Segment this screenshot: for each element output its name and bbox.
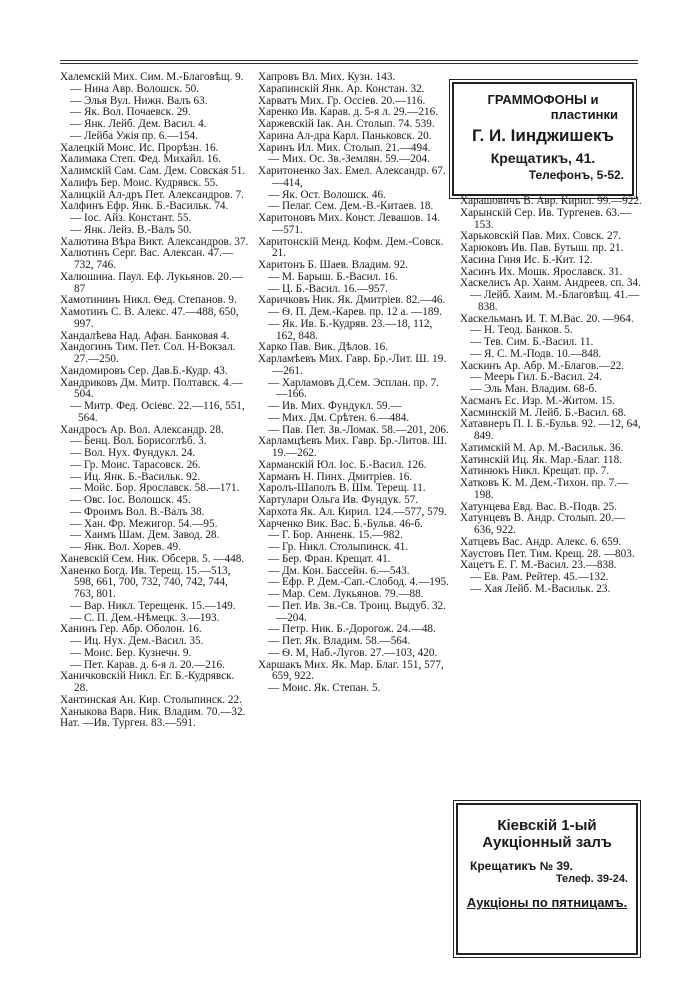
directory-entry: — Моис. Як. Степан. 5. [268, 682, 381, 694]
directory-entry: — Иц. Нух. Дем.-Васил. 35. [70, 635, 204, 647]
directory-entry: Хаскелисъ Ар. Хаим. Андреев. сп. 34. [460, 277, 641, 290]
directory-entry: — Хая Лейб. М.-Васильк. 23. [470, 582, 611, 595]
directory-entry: — Ефр. Р. Дем.-Сап.-Слобод. 4.—195. [268, 576, 449, 589]
directory-entry: Хатунцевъ В. Андр. Столып. 20.—636, 922. [460, 512, 625, 536]
directory-entry: — Г. Бор. Анненк. 15.—982. [268, 529, 403, 542]
directory-entry: Ханичковскій Никл. Ег. Б.-Кудрявск. 28. [60, 670, 235, 694]
directory-entry: Харламѣевъ Мих. Гавр. Бр.-Лит. Ш. 19.—261. [258, 353, 447, 377]
directory-entry: Хасманъ Ес. Изр. М.-Житом. 15. [460, 394, 615, 407]
directory-entry: — Мар. Сем. Лукьянов. 79.—88. [268, 588, 424, 600]
directory-entry: — Янк. Лейб. Дем. Васил. 4. [70, 118, 207, 130]
directory-column-3 [460, 196, 642, 596]
directory-entry: Харитонскій Менд. Кофм. Дем.-Совск. 21. [258, 235, 444, 260]
directory-entry: Халютинъ Серг. Вас. Алексан. 47.—732, 746. [60, 247, 234, 271]
directory-entry: — Моис. Бер. Кузнечн. 9. [70, 646, 192, 659]
directory-entry: — Янк. Лейз. В.-Валъ 50. [70, 223, 192, 236]
directory-entry: Ханенко Богд. Ив. Терещ. 15.—513, 598, 661, 700, 732, 740, 742, 744, 763, 801. [60, 564, 231, 600]
directory-entry: — Дм. Кон. Бассейн. 6.—543. [268, 564, 410, 577]
ad-auction-address: Крещатикъ № 39. [470, 859, 574, 873]
directory-entry: Харолъ-Шаполъ В. Шм. Терещ. 11. [258, 482, 426, 495]
directory-entry: — Митр. Фед. Осіевс. 22.—116, 551, 564. [70, 400, 245, 424]
ad-auction-schedule: Аукціоны по пятницамъ. [466, 895, 628, 910]
directory-entry: Харитоновъ Мих. Конст. Левашов. 14.—571. [258, 212, 440, 236]
directory-entry: Хантинская Ан. Кир. Столыпинск. 22. [60, 693, 242, 706]
ad-subline: пластинки [550, 107, 618, 122]
directory-entry: Нат. —Ив. Турген. 83.—591. [60, 717, 196, 730]
directory-entry: — Як. Вол. Почаевск. 29. [70, 106, 191, 119]
directory-entry: Хандалѣева Над. Афан. Банковая 4. [60, 329, 230, 342]
directory-column-1 [60, 72, 250, 730]
directory-entry: — С. П. Дем.-Нѣмецк. 3.—193. [70, 611, 220, 624]
directory-entry: Харина Ал-дра Карл. Паньковск. 20. [258, 129, 432, 142]
directory-entry: Хапровъ Вл. Мих. Кузн. 143. [258, 71, 396, 83]
directory-entry: Хандросъ Ар. Вол. Александр. 28. [60, 423, 224, 436]
directory-entry: Хатковъ К. М. Дем.-Тихон. пр. 7.—198. [460, 477, 629, 501]
directory-entry: — Вар. Никл. Терещенк. 15.—149. [70, 599, 236, 612]
directory-entry: — Бенц. Вол. Борисоглѣб. 3. [70, 435, 207, 448]
directory-entry: Халецкій Моис. Ис. Прорѣзн. 16. [60, 141, 219, 154]
directory-entry: Харченко Вик. Вас. Б.-Бульв. 46-б. [258, 517, 423, 530]
directory-entry: Хартулари Ольга Ив. Фундук. 57. [258, 494, 419, 506]
directory-entry: Халимскій Сам. Сам. Дем. Совская 51. [60, 165, 246, 177]
directory-entry: Харинъ Ил. Мих. Столып. 21.—494. [258, 141, 431, 154]
directory-entry: — Іос. Айз. Констант. 55. [70, 212, 192, 224]
directory-entry: Харманъ Н. Пинх. Дмитріев. 16. [258, 470, 413, 483]
directory-entry: Хандриковъ Дм. Митр. Полтавск. 4.—504. [60, 376, 243, 401]
directory-entry: — Мих. Дм. Срѣтен. 6.—484. [268, 411, 410, 424]
directory-entry: Харманскій Юл. Іос. Б.-Васил. 126. [258, 458, 427, 471]
directory-entry: Харичковъ Ник. Як. Дмитріев. 82.—46. [258, 294, 446, 307]
directory-entry: Ханинъ Гер. Абр. Оболон. 16. [60, 623, 202, 636]
directory-entry: Халфинъ Ефр. Янк. Б.-Васильк. 74. [60, 200, 229, 213]
directory-entry: — Овс. Іос. Волошск. 45. [70, 494, 191, 506]
directory-entry: — Бер. Фран. Крещат. 41. [268, 552, 391, 565]
directory-entry: Хацетъ Е. Г. М.-Васил. 23.—838. [460, 559, 617, 572]
directory-entry: — Ѳ. П. Дем.-Карев. пр. 12 а. —189. [268, 306, 442, 318]
directory-entry: — Элья Вул. Нижн. Валъ 63. [70, 94, 208, 107]
directory-entry: — Фроимъ Вол. В.-Валъ 38. [70, 505, 205, 518]
directory-entry: Халемскій Мих. Сим. М.-Благовѣщ. 9. [60, 71, 244, 83]
directory-entry: — Пет. Ив. Зв.-Св. Троиц. Выдуб. 32.—204. [268, 599, 446, 624]
directory-entry: Харюковъ Ив. Пав. Бутыш. пр. 21. [460, 242, 624, 254]
directory-entry: Халюшина. Паул. Еф. Лукьянов. 20.—87 [60, 270, 243, 295]
directory-entry: Хатцевъ Вас. Андр. Алекс. 6. 659. [460, 535, 622, 548]
ad-merchant-name: Г. И. Іинджишекъ [472, 126, 614, 145]
directory-entry: — Пав. Пет. Зв.-Ломак. 58.—201, 206. [268, 423, 449, 436]
directory-entry: — Харламовъ Д.Сем. Эсплан. пр. 7.—166. [268, 376, 439, 401]
directory-entry: — Як. Ив. Б.-Кудряв. 23.—18, 112, 162, 848. [268, 317, 433, 342]
directory-entry: Харитонъ Б. Шаев. Владим. 92. [258, 259, 408, 271]
directory-entry: — Мойс. Бор. Ярославск. 58.—171. [70, 482, 240, 495]
directory-entry: — Н. Теод. Банков. 5. [470, 324, 573, 337]
ad-address: Крещатикъ, 41. [490, 150, 596, 166]
directory-entry: — Гр. Никл. Столыпинск. 41. [268, 541, 409, 553]
directory-entry: Харжевскій Іак. Ан. Столып. 74. 539. [258, 118, 435, 130]
directory-entry: Харынскій Сер. Ив. Тургенев. 63.—153. [460, 206, 632, 231]
ad-auction-title: Кіевскій 1-ый [497, 817, 597, 834]
directory-entry: Хандомировъ Сер. Дав.Б.-Кудр. 43. [60, 364, 228, 377]
directory-entry: Харватъ Мих. Гр. Оссіев. 20.—116. [258, 94, 426, 107]
ad-headline: ГРАММОФОНЫ и [487, 92, 599, 107]
directory-entry: — Тев. Сим. Б.-Васил. 11. [470, 336, 594, 348]
directory-entry: — Як. Ост. Волошск. 46. [268, 188, 386, 201]
directory-entry: Ханевскій Сем. Ник. Обсерв. 5. —448. [60, 552, 245, 565]
directory-entry: Хаскинъ Ар. Абр. М.-Благов.—22. [460, 359, 625, 372]
directory-entry: — Пет. Карав. д. 6-я л. 20.—216. [70, 658, 225, 671]
directory-entry: Харьковскій Пав. Мих. Совск. 27. [460, 230, 622, 243]
directory-entry: — Эль Ман. Владим. 68-б. [470, 383, 597, 395]
directory-entry: Хархота Як. Ал. Кирил. 124.—577, 579. [258, 505, 447, 518]
directory-entry: — Вол. Нух. Фундукл. 24. [70, 447, 196, 459]
directory-entry: Хасминскій М. Лейб. Б.-Васил. 68. [460, 406, 627, 419]
directory-entry: Харапинскій Янк. Ар. Констан. 32. [258, 82, 425, 95]
directory-entry: — Лейб. Хаим. М.-Благовѣщ. 41.—838. [470, 289, 640, 313]
directory-entry: — Ц. Б.-Васил. 16.—957. [268, 282, 388, 295]
directory-entry: Хамотинъ С. В. Алекс. 47.—488, 650, 997. [60, 306, 239, 330]
directory-entry: Хатимскій М. Ар. М.-Васильк. 36. [460, 441, 624, 454]
directory-entry: Ханыкова Варв. Ник. Владим. 70.—32. [60, 705, 246, 718]
directory-entry: Харенко Ив. Карав. д. 5-я л. 29.—216. [258, 106, 438, 119]
ad-auction-hall: Аукціонный залъ [482, 834, 612, 851]
ad-phone: Телефонъ, 5-52. [528, 168, 624, 182]
directory-entry: Харитоненко Зах. Емел. Александр. 67.—414, [258, 165, 446, 189]
auction-advertisement [456, 803, 638, 955]
directory-entry: — Хаимъ Шам. Дем. Завод. 28. [70, 529, 220, 542]
directory-entry: — Иц. Янк. Б.-Васильк. 92. [70, 470, 201, 483]
directory-entry: — М. Барыш. Б.-Васил. 16. [268, 270, 398, 283]
directory-entry: Халицкій Ал-дръ Пет. Александров. 7. [60, 188, 244, 201]
gramophone-advertisement [452, 82, 634, 196]
directory-entry: — Петр. Ник. Б.-Дорогож. 24.—48. [268, 623, 436, 636]
directory-entry: Хаскельманъ И. Т. М.Вас. 20. —964. [460, 312, 634, 325]
directory-entry: Харко Пав. Вик. Дѣлов. 16. [258, 341, 389, 354]
directory-entry: Харламцѣевъ Мих. Гавр. Бр.-Литов. Ш. 19.—262. [258, 435, 447, 459]
directory-entry: Халютина Вѣра Викт. Александров. 37. [60, 235, 249, 248]
directory-entry: Харшакъ Мих. Як. Мар. Благ. 151, 577, 659, 922. [258, 658, 444, 683]
top-rule [60, 60, 638, 61]
top-rule-double [60, 63, 638, 64]
directory-entry: Хатавнеръ П. І. Б.-Бульв. 92. —12, 64, 849. [460, 418, 641, 442]
directory-entry: Хатунцева Евд. Вас. В.-Подв. 25. [460, 500, 617, 513]
directory-entry: — Янк. Вол. Хорев. 49. [70, 541, 181, 553]
directory-entry: — Нина Авр. Волошск. 50. [70, 82, 200, 95]
directory-entry: — Хан. Фр. Межигор. 54.—95. [70, 517, 218, 530]
directory-entry: Хандогинъ Тим. Пет. Сол. Н-Вокзал. 27.—250. [60, 341, 236, 365]
directory-entry: — Лейба Ужія пр. 6.—154. [70, 129, 198, 142]
directory-entry: — Пет. Як. Владим. 58.—564. [268, 635, 411, 647]
directory-entry: — Ев. Рам. Рейтер. 45.—132. [470, 571, 609, 583]
directory-entry: Хасина Гиня Ис. Б.-Кит. 12. [460, 253, 593, 266]
directory-entry: — Меерь Гил. Б.-Васил. 24. [470, 371, 602, 384]
directory-entry: Халифъ Бер. Моис. Кудрявск. 55. [60, 176, 219, 189]
directory-entry: — Ѳ. М, Наб.-Лугов. 27.—103, 420. [268, 646, 438, 659]
directory-entry: Хатинскій Иц. Як. Мар.-Благ. 118. [460, 453, 622, 466]
ad-auction-phone: Телеф. 39-24. [555, 873, 628, 885]
directory-entry: — Я. С. М.-Подв. 10.—848. [470, 347, 602, 360]
directory-column-2 [258, 72, 450, 695]
directory-entry: — Ив. Мих. Фундукл. 59.— [268, 400, 402, 412]
directory-entry: — Мих. Ос. Зв.-Землян. 59.—204. [268, 153, 430, 166]
directory-entry: — Гр. Моис. Тарасовск. 26. [70, 458, 201, 471]
directory-entry: Хаустовъ Пет. Тим. Крещ. 28. —803. [460, 547, 635, 560]
directory-entry: Хасинъ Их. Мошк. Ярославск. 31. [460, 265, 623, 278]
directory-entry: Халимака Степ. Фед. Михайл. 16. [60, 153, 221, 166]
directory-entry: Хамотининъ Никл. Ѳед. Степанов. 9. [60, 294, 237, 307]
directory-entry: Хатинюкъ Никл. Крещат. пр. 7. [460, 465, 610, 478]
directory-entry: — Пелаг. Сем. Дем.-В.-Китаев. 18. [268, 200, 434, 213]
directory-entry: Харашовичъ В. Авр. Кирил. 99.—922. [460, 195, 642, 207]
